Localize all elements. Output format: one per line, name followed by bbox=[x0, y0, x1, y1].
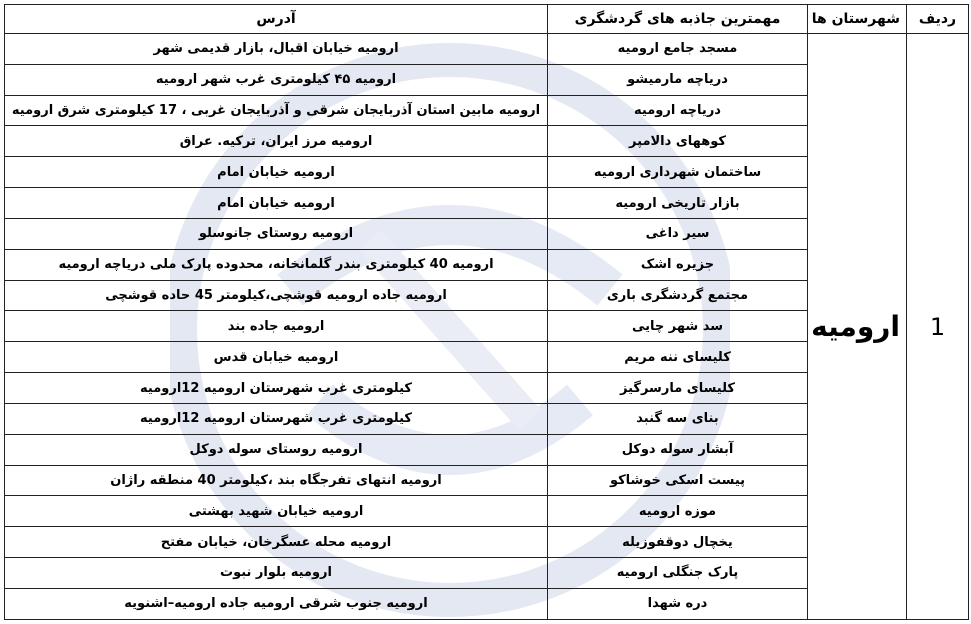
address-cell: ارومیه محله عسگرخان، خیابان مفتح bbox=[5, 527, 548, 558]
address-cell: ارومیه خیابان امام bbox=[5, 157, 548, 188]
address-cell: ارومیه روستای جانوسلو bbox=[5, 218, 548, 249]
attraction-cell: سد شهر چایی bbox=[548, 311, 808, 342]
header-city: شهرستان ها bbox=[808, 5, 907, 34]
address-cell: ارومیه خیابان امام bbox=[5, 188, 548, 219]
header-attraction: مهمترین جاذبه های گردشگری bbox=[548, 5, 808, 34]
address-cell: کیلومتری غرب شهرستان ارومیه 12ارومیه bbox=[5, 403, 548, 434]
row-number-cell: 1 bbox=[907, 34, 969, 620]
address-cell: ارومیه خیابان شهید بهشتی bbox=[5, 496, 548, 527]
address-cell: ارومیه جاده بند bbox=[5, 311, 548, 342]
address-cell: ارومیه مرز ایران، ترکیه. عراق bbox=[5, 126, 548, 157]
table-row bbox=[5, 34, 969, 65]
attraction-cell: ساختمان شهرداری ارومیه bbox=[548, 157, 808, 188]
attraction-cell: موزه ارومیه bbox=[548, 496, 808, 527]
address-cell: ارومیه 40 کیلومتری بندر گلمانخانه، محدوده پارک ملی دریاچه ارومیه bbox=[5, 249, 548, 280]
attraction-cell: دریاچه مارمیشو bbox=[548, 64, 808, 95]
attraction-cell: دره شهدا bbox=[548, 588, 808, 619]
address-cell: ارومیه روستای سوله دوکل bbox=[5, 434, 548, 465]
header-address: آدرس bbox=[5, 5, 548, 34]
attraction-cell: مسجد جامع ارومیه bbox=[548, 34, 808, 65]
attraction-cell: بازار تاریخی ارومیه bbox=[548, 188, 808, 219]
address-cell: ارومیه انتهای تفرجگاه بند ،کیلومتر 40 منطقه راژان bbox=[5, 465, 548, 496]
address-cell: ارومیه خیابان اقبال، بازار قدیمی شهر bbox=[5, 34, 548, 65]
address-cell: کیلومتری غرب شهرستان ارومیه 12ارومیه bbox=[5, 373, 548, 404]
attraction-cell: سیر داغی bbox=[548, 218, 808, 249]
attraction-cell: مجتمع گردشگری باری bbox=[548, 280, 808, 311]
table-header-row bbox=[5, 5, 969, 34]
address-cell: ارومیه مابین استان آذربایجان شرقی و آذربایجان غربی ، 17 کیلومتری شرق ارومیه bbox=[5, 95, 548, 126]
attraction-cell: پیست اسکی خوشاکو bbox=[548, 465, 808, 496]
header-row-no: ردیف bbox=[907, 5, 969, 34]
address-cell: ارومیه جاده ارومیه قوشچی،کیلومتر 45 حاده قوشچی bbox=[5, 280, 548, 311]
address-cell: ارومیه خیابان قدس bbox=[5, 342, 548, 373]
attraction-cell: یخچال دوقفوزیله bbox=[548, 527, 808, 558]
attraction-cell: پارک جنگلی ارومیه bbox=[548, 558, 808, 589]
address-cell: ارومیه جنوب شرقی ارومیه جاده ارومیه–اشنویه bbox=[5, 588, 548, 619]
table-body bbox=[5, 34, 969, 620]
attraction-cell: جزیره اشک bbox=[548, 249, 808, 280]
attraction-cell: کلیسای مارسرگیز bbox=[548, 373, 808, 404]
attraction-cell: کوههای دالامپر bbox=[548, 126, 808, 157]
attractions-table bbox=[4, 4, 969, 620]
city-cell: ارومیه bbox=[808, 34, 907, 620]
address-cell: ارومیه ۴۵ کیلومتری غرب شهر ارومیه bbox=[5, 64, 548, 95]
attraction-cell: آبشار سوله دوکل bbox=[548, 434, 808, 465]
attraction-cell: کلیسای ننه مریم bbox=[548, 342, 808, 373]
attraction-cell: بنای سه گنبد bbox=[548, 403, 808, 434]
attraction-cell: دریاچه ارومیه bbox=[548, 95, 808, 126]
address-cell: ارومیه بلوار نبوت bbox=[5, 558, 548, 589]
